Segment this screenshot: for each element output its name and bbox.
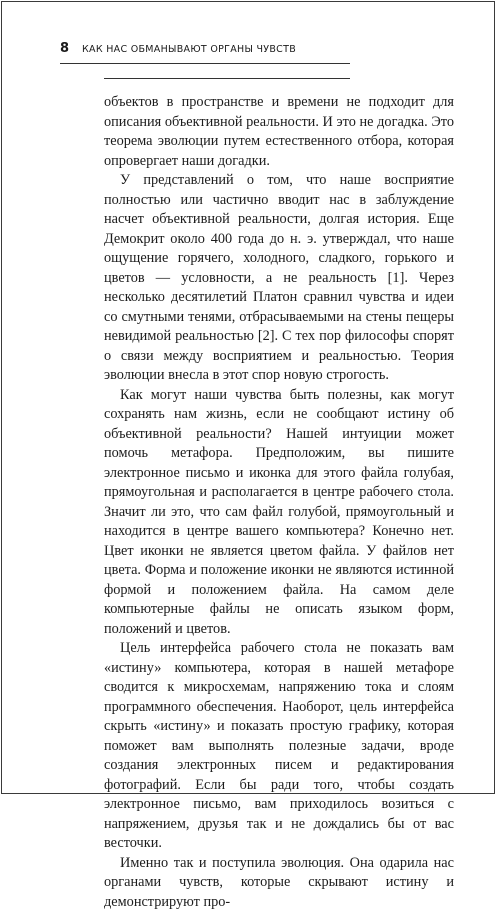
paragraph: Как могут наши чувства быть полезны, как могут сохранять нам жизнь, если не сообщают истину об объективной реальности? Нашей интуиции может помочь метафора. Предположим, вы пишите электронное письмо и иконка для этого файла голубая, прямоугольная и располагается в центре рабочего стола. Значит ли это, что сам файл голубой, прямоугольный и находится в центре вашего компьютера? Конечно нет. Цвет иконки не является цветом файла. У файлов нет цвета. Форма и положение иконки не являются истинной формой и положением файла. На самом деле компьютерные файлы не описать языком форм, положений и цветов. (104, 386, 454, 640)
header-rule (60, 63, 350, 64)
body-text (104, 93, 454, 912)
paragraph: Именно так и поступила эволюция. Она одарила нас органами чувств, которые скрывают истину и демонстрируют про- (104, 854, 454, 912)
paragraph-continuation: объектов в пространстве и времени не подходит для описания объективной реальности. И это не догадка. Это теорема эволюции путем естественного отбора, которая опровергает наши догадки. (104, 93, 454, 171)
paragraph: Цель интерфейса рабочего стола не показать вам «истину» компьютера, которая в нашей метафоре сводится к микросхемам, напряжению тока и слоям программного обеспечения. Наоборот, цель интерфейса скрыть «истину» и показать простую графику, которая поможет вам выполнять полезные задачи, вроде создания электронных писем и редактирования фотографий. Если бы ради того, чтобы создать электронное письмо, вам приходилось возиться с напряжением, друзья так и не дождались бы от вас весточки. (104, 639, 454, 854)
page-header (60, 40, 350, 62)
page-number: 8 (60, 40, 69, 58)
running-title: КАК НАС ОБМАНЫВАЮТ ОРГАНЫ ЧУВСТВ (82, 42, 296, 58)
header-rule-secondary (104, 78, 350, 79)
paragraph: У представлений о том, что наше восприятие полностью или частично вводит нас в заблуждение насчет объективной реальности, долгая история. Еще Демокрит около 400 года до н. э. утверждал, что наше ощущение горячего, холодного, сладкого, горького и цветов — условности, а не реальность [1]. Через несколько десятилетий Платон сравнил чувства и идеи со смутными тенями, отбрасываемыми на стены пещеры невидимой реальностью [2]. С тех пор философы спорят о связи между восприятием и реальностью. Теория эволюции внесла в этот спор новую строгость. (104, 171, 454, 386)
